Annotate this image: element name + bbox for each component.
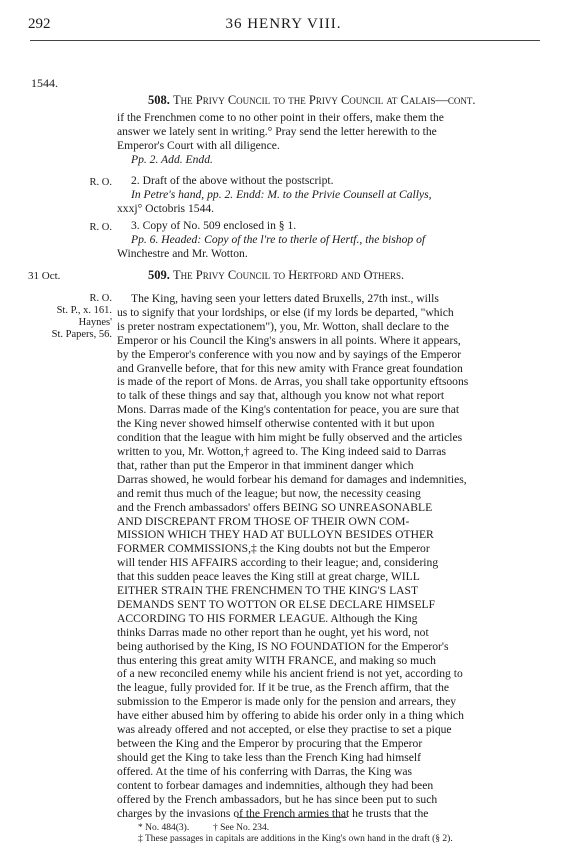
text-line: and the French ambassadors' offers BEING SO UNREASONABLE [117, 500, 433, 514]
entry-509-text [117, 292, 537, 820]
text-line: ACCORDING TO HIS FORMER LEAGUE. Although the King [117, 611, 418, 625]
text-line: and remit thus much of the league; but now, the necessity ceasing [117, 486, 421, 500]
text-line: that this sudden peace leaves the King still at great charge, WILL [117, 570, 420, 584]
item3-text [117, 219, 537, 261]
margin-ref: Haynes' [78, 317, 112, 328]
item3-margin-ref: R. O. [89, 222, 112, 233]
text-line: between the King and the Emperor by procuring that the Emperor [117, 737, 423, 750]
entry-508-title: The Privy Council to the Privy Council at Calais—cont. [173, 93, 476, 107]
item2-text [117, 174, 537, 216]
text-line: to talk of these things and say that, although you know not what report [117, 389, 445, 403]
text-line: DEMANDS SENT TO WOTTON OR ELSE DECLARE HIMSELF [117, 597, 436, 611]
text-line: charges by the invasions of the French armies that he trusts that the [117, 806, 429, 820]
text-line: submission to the Emperor is made only for the pension and arrears, they [117, 695, 457, 709]
text-line: FORMER COMMISSIONS,‡ the King doubts not but the Emperor [117, 542, 430, 556]
text-line: will tender HIS AFFAIRS according to their league; and, considering [117, 556, 439, 570]
footnotes [138, 823, 538, 845]
text-line: the league, fully provided for. If it be true, as the French affirm, that the [117, 681, 450, 695]
entry-508-meta: Pp. 2. Add. Endd. [131, 152, 213, 166]
entry-508-heading [148, 93, 476, 108]
footnote-line: * No. 484(3). † See No. 234. [138, 823, 270, 833]
entry-508-text [117, 111, 537, 167]
entry-509-title: The Privy Council to Hertford and Others. [173, 268, 405, 282]
text-line: should get the King to take less than the French King had himself [117, 750, 421, 764]
text-line: AND DISCREPANT FROM THOSE OF THEIR OWN COM- [117, 514, 410, 528]
text-line: Emperor or his Council the King's answers in all points. Where it appears, [117, 333, 461, 347]
page-number: 292 [28, 16, 51, 32]
header-rule [30, 40, 540, 41]
text-line: being authorised by the King, IS NO FOUNDATION for the Emperor's [117, 639, 449, 653]
text-line: and Granvelle before, that for this new amity with France great foundation [117, 361, 463, 375]
text-line: 3. Copy of No. 509 enclosed in § 1. [131, 219, 297, 232]
margin-ref: R. O. [89, 293, 112, 304]
margin-ref: St. Papers, 56. [51, 329, 112, 340]
text-line: The King, having seen your letters dated Bruxells, 27th inst., wills [131, 292, 439, 305]
text-line: MISSION WHICH THEY HAD AT BULLOYN BESIDES OTHER [117, 528, 434, 542]
text-line: condition that the league with him might be fully observed and the articles [117, 431, 463, 445]
footnote-line: ‡ These passages in capitals are additions in the King's own hand in the draft (§ 2). [138, 834, 453, 844]
text-line: that, rather than put the Emperor in that imminent danger which [117, 458, 414, 472]
text-line: thinks Darras made no other report than he ought, yet his word, not [117, 625, 429, 639]
text-line: the King never showed himself otherwise contented with it but upon [117, 417, 435, 431]
margin-ref: St. P., x. 161. [56, 305, 112, 316]
text-line: is preter nostram expectationem"), you, Mr. Wotton, shall declare to the [117, 319, 449, 333]
text-line: if the Frenchmen come to no other point in their offers, make them the [117, 111, 444, 124]
text-line: xxxj° Octobris 1544. [117, 201, 215, 215]
item2-margin-ref: R. O. [89, 177, 112, 188]
running-title: 36 HENRY VIII. [225, 16, 342, 32]
entry-509-margin-refs [22, 293, 112, 341]
text-line: of a new reconciled enemy while his ancient friend is not yet, according to [117, 667, 463, 681]
text-line: was already offered and not accepted, or else they practise to set a pique [117, 723, 452, 737]
text-line: content to forbear damages and indemnities, although they had been [117, 778, 434, 792]
text-line: offered by the French ambassadors, but he has since been put to such [117, 792, 438, 806]
text-line: Darras showed, he would forbear his demand for damages and indemnities, [117, 472, 467, 486]
text-line: Mons. Darras made of the King's contentation for peace, you are sure that [117, 403, 460, 417]
text-line: written to you, Mr. Wotton,† agreed to. The King indeed said to Darras [117, 444, 446, 458]
text-line: EITHER STRAIN THE FRENCHMEN TO THE KING'S LAST [117, 584, 419, 598]
text-line: Pp. 6. Headed: Copy of the l're to therle of Hertf., the bishop of [131, 232, 426, 246]
text-line: Emperor's Court with all diligence. [117, 138, 280, 152]
text-line: In Petre's hand, pp. 2. Endd: M. to the Privie Counsell at Callys, [131, 187, 432, 201]
text-line: thus entering this great amity WITH FRANCE, and making so much [117, 653, 436, 667]
text-line: by the Emperor's conference with you now and by sayings of the Emperor [117, 347, 462, 361]
text-line: answer we lately sent in writing.° Pray send the letter herewith to the [117, 124, 437, 138]
text-line: offered. At the time of his conferring with Darras, the King was [117, 764, 413, 778]
text-line: us to signify that your lordships, or else (if my lords be departed, "which [117, 305, 454, 319]
entry-509-heading [148, 268, 404, 283]
text-line: have either abused him by offering to abide his order only in a thing which [117, 709, 464, 723]
entry-508-number: 508. [148, 93, 170, 107]
margin-year: 1544. [31, 76, 58, 90]
footnote-rule [237, 817, 347, 818]
text-line: Winchestre and Mr. Wotton. [117, 246, 248, 260]
entry-509-number: 509. [148, 268, 170, 282]
text-line: is made of the report of Mons. de Arras, you shall take opportunity eftsoons [117, 375, 469, 389]
entry-509-date: 31 Oct. [28, 270, 61, 282]
text-line: 2. Draft of the above without the postscript. [131, 174, 334, 187]
